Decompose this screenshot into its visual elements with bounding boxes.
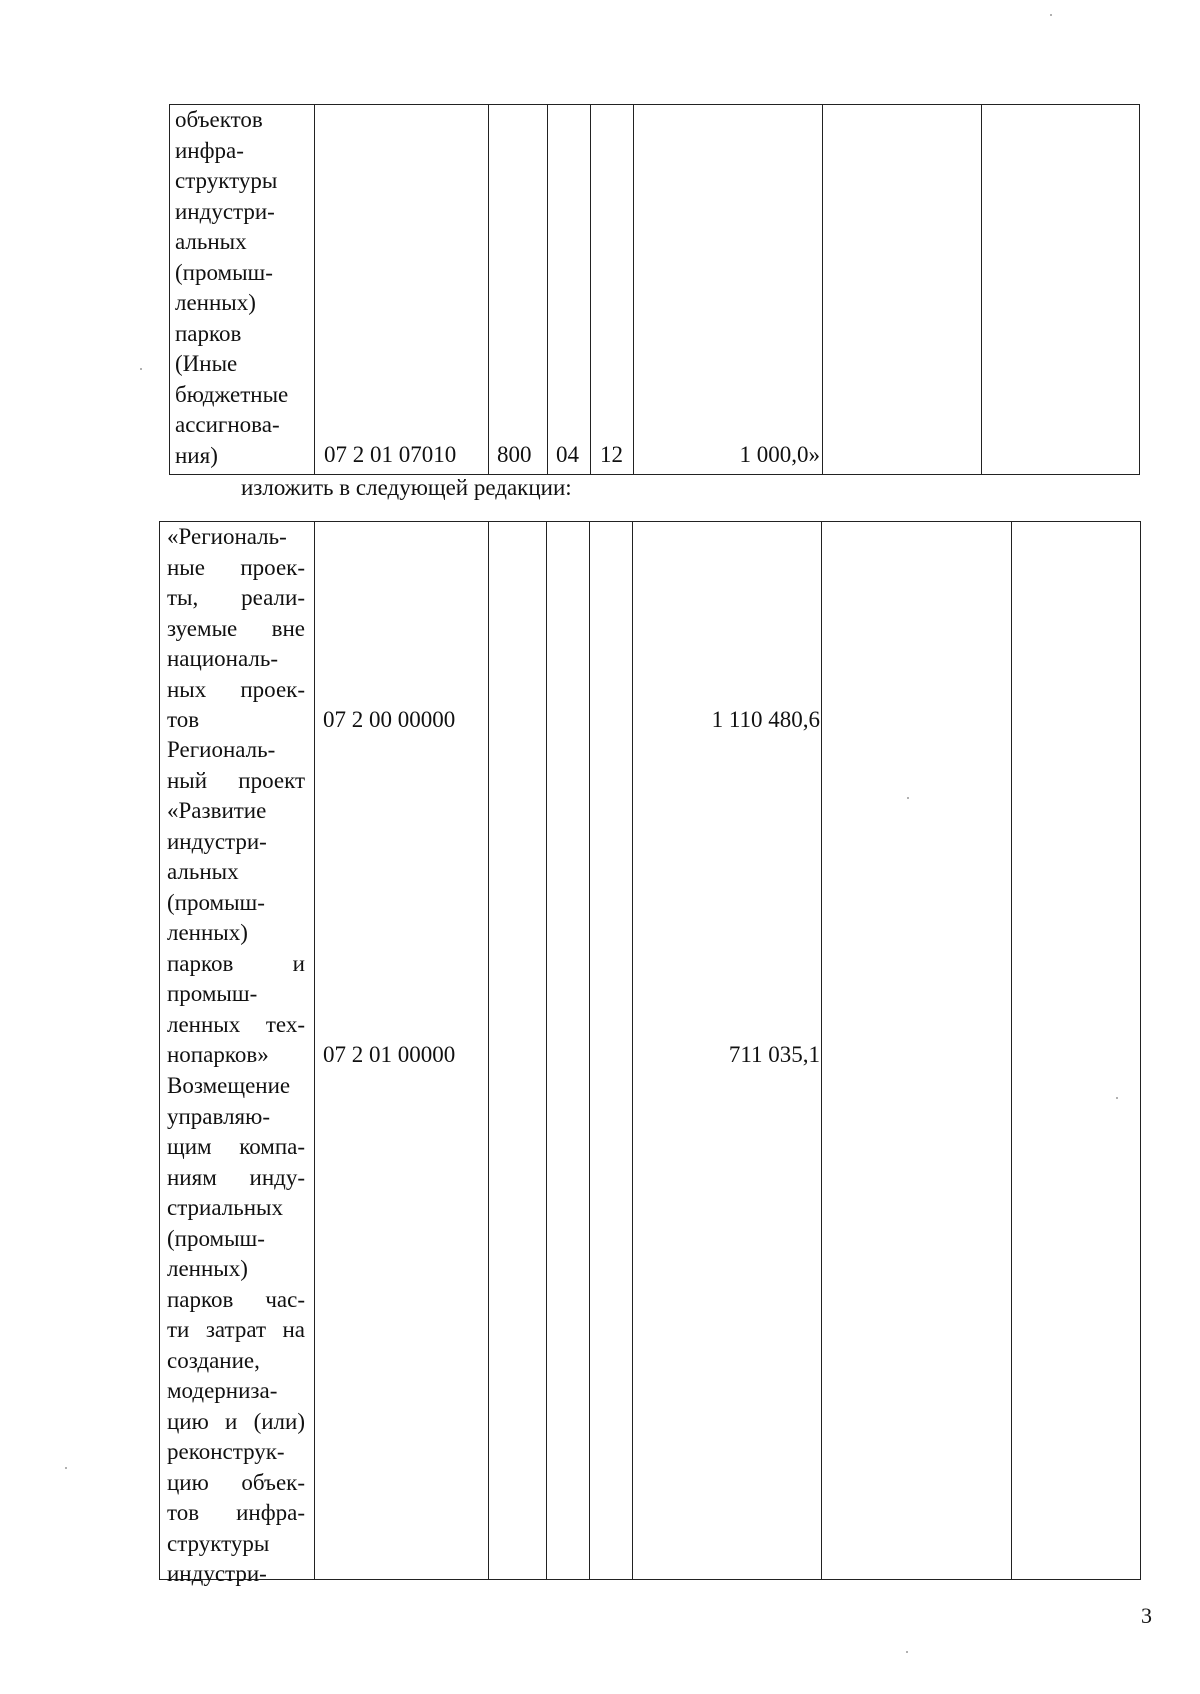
description-line: парков — [175, 320, 242, 346]
description-line: Возмещение — [167, 1073, 291, 1098]
description-line: бюджетные — [175, 381, 289, 407]
section-code: 04 — [556, 442, 579, 467]
description-line: ных проек- — [167, 676, 305, 702]
column-divider — [589, 522, 590, 1579]
scan-speck — [140, 368, 142, 370]
description-line: индустри- — [167, 1561, 267, 1586]
column-divider — [632, 522, 633, 1579]
description-line: щим компа- — [167, 1134, 305, 1159]
column-divider — [821, 522, 822, 1579]
description-line: реконструк- — [167, 1439, 285, 1464]
description-line: парков и — [167, 950, 305, 976]
column-divider — [546, 522, 547, 1579]
description-line: промыш- — [167, 981, 258, 1006]
column-divider — [633, 105, 634, 474]
connector-text: изложить в следующей редакции: — [241, 475, 572, 500]
amount: 1 000,0» — [739, 442, 820, 467]
description-line: (промыш- — [167, 889, 265, 915]
description-line: ассигнова- — [175, 412, 280, 437]
description-line: объектов — [175, 107, 263, 132]
description-line: ленных) — [167, 920, 248, 945]
description-line: индустри- — [175, 198, 275, 224]
description-line: ния) — [175, 442, 218, 468]
target-article-code: 07 2 01 00000 — [323, 1042, 456, 1067]
description-line: (промыш- — [175, 259, 273, 285]
scan-speck — [65, 1467, 67, 1469]
description-line: Региональ- — [167, 737, 276, 762]
description-line: (Иные — [175, 351, 238, 376]
description-line: националь- — [167, 646, 278, 671]
description-line: зуемые вне — [167, 615, 305, 641]
expense-type-code: 800 — [497, 442, 532, 467]
description-line: управляю- — [167, 1103, 270, 1129]
description-line: создание, — [167, 1347, 260, 1373]
description-line: тов инфра- — [167, 1500, 305, 1525]
description-line: альных — [175, 229, 247, 254]
column-divider — [981, 105, 982, 474]
target-article-code: 07 2 01 07010 — [324, 442, 457, 467]
description-line: «Региональ- — [167, 524, 287, 549]
description-line: (промыш- — [167, 1225, 265, 1251]
description-line: ленных) — [175, 290, 256, 315]
description-line: «Развитие — [167, 798, 267, 823]
description-line: структуры — [167, 1530, 270, 1556]
description-line: альных — [167, 859, 239, 884]
description-line: структуры — [175, 168, 278, 193]
table-new-edition — [159, 521, 1141, 1586]
subsection-code: 12 — [600, 442, 623, 467]
description-line: парков час- — [167, 1286, 305, 1312]
description-line: цию объек- — [167, 1469, 305, 1495]
description-line: нопарков» — [167, 1042, 269, 1067]
scan-speck — [1050, 14, 1052, 16]
description-line: тов — [167, 707, 200, 732]
description-line: ный проект — [167, 767, 305, 793]
column-divider — [547, 105, 548, 474]
description-line: ленных тех- — [167, 1011, 305, 1037]
target-article-code: 07 2 00 00000 — [323, 707, 456, 732]
scan-speck — [907, 797, 909, 799]
row-description — [167, 735, 305, 1071]
column-divider — [1011, 522, 1012, 1579]
description-line: инфра- — [175, 137, 244, 163]
row-description — [167, 522, 305, 736]
table-continuation — [169, 104, 1140, 475]
amount: 1 110 480,6 — [711, 707, 820, 732]
amount: 711 035,1 — [728, 1042, 820, 1067]
column-divider — [822, 105, 823, 474]
description-line: ниям инду- — [167, 1164, 305, 1190]
column-divider — [488, 522, 489, 1579]
row-description — [175, 105, 288, 471]
row-description — [167, 1071, 305, 1590]
description-line: стриальных — [167, 1195, 283, 1220]
scan-speck — [906, 1651, 908, 1653]
column-divider — [314, 105, 315, 474]
page-number: 3 — [1141, 1603, 1152, 1628]
column-divider — [488, 105, 489, 474]
description-line: ные проек- — [167, 554, 305, 580]
description-line: ленных) — [167, 1256, 248, 1281]
description-line: модерниза- — [167, 1378, 278, 1403]
description-line: цию и (или) — [167, 1408, 305, 1434]
scan-speck — [1116, 1097, 1118, 1099]
description-line: ты, реали- — [167, 585, 305, 610]
column-divider — [314, 522, 315, 1579]
description-line: индустри- — [167, 828, 267, 854]
description-line: ти затрат на — [167, 1317, 305, 1342]
column-divider — [590, 105, 591, 474]
